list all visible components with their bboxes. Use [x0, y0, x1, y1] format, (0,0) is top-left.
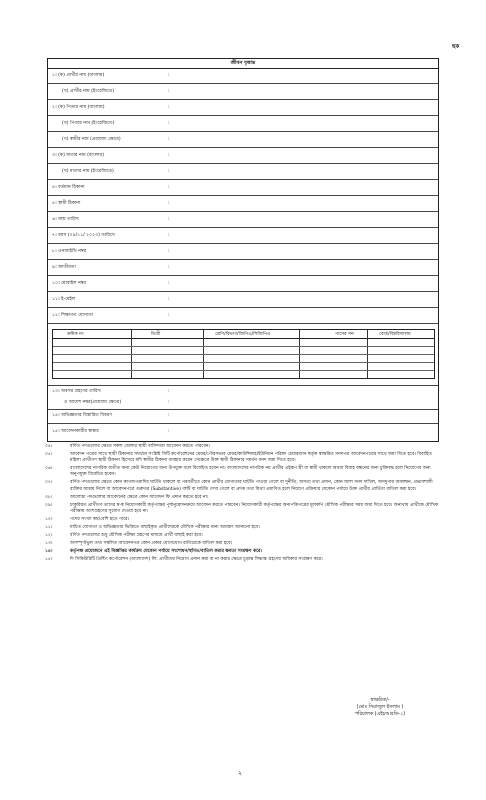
row-divider — [48, 259, 438, 260]
list-item: ১০। পদের সংখ্যা কম/বেশি হতে পারে। — [45, 516, 130, 522]
row-divider — [48, 179, 438, 180]
row-divider — [48, 227, 438, 228]
form-code-label: ছক — [452, 44, 460, 50]
form-title: জীবন বৃত্তান্ত — [48, 59, 438, 69]
row-divider — [48, 147, 438, 148]
list-item: ০৭। বর্ণিত পদগুলোর ক্ষেত্রে কোন কাগজপত্রাদির ঘাটতি থাকলে বা পরবর্তীতে কোন প্রার্থীর যোগ্যতার ঘাটতি পাওয়া গেলে বা দুর্নীতি, অসত্য তথ্য প্রদান, কোন জাল সনদ দাখিল, অসদুপায় অবলম্বন, প্রভাবশালী ব্যক্তির আশ্রয় নিলে বা আবেদনপত্রে গুরুতর (Substantive) ত্রুটি বা ঘাটতি দেখা গেলে বা প্রদত্ত তথ্য মিথ্যা প্রমাণিত হলে নিয়োগ প্রক্রিয়ার যেকোন পর্যায়ে উক্ত প্রার্থীর প্রার্থিতা বাতিল করা হবে। — [45, 480, 433, 492]
row-divider — [48, 243, 438, 244]
signatory-designation: পরিচালক (এইচআরডি-১) — [354, 712, 406, 717]
row-divider — [48, 307, 438, 308]
bio-data-form: জীবন বৃত্তান্ত ১। (ক) প্রার্থীর নাম (বাংলায়) : (খ) প্রার্থীর নাম (ইংরেজিতে) : ২। (ক) পিতার নাম (বাংলায়) : (খ) পিতার নাম (ইংরেজিতে) : (গ) স্বামীর নাম (প্রযোজ্য ক্ষেত্রে) : ৩। (ক) মাতার নাম (বাংলায়) : (খ) মাতার নাম (ইংরেজিতে) : ৪। বর্তমান ঠিকানা : ৫। স্থায়ী ঠিকানা : ৬। জন্ম তারিখ : ৭। বয়স (০৯/১১/ ২০২৩) তারিখে : ৮। এনআইডি নম্বর : ৯। জাতীয়তা : ১০। মোবাইল নম্বর : ১১। ই-মেইল : ১২। শিক্ষাগত যোগ্যতা : ক্রমিক নং ডিগ্রী শ্রেণি/বিভাগ/জিপিএ/সিজিপিএ পাসের সন বোর্ড/বিশ্ববিদ্যালয় ১৩। অবসর গ্রহণের তারিখ : ও আদেশ নম্বর(প্রযোজ্য ক্ষেত্রে) : ১৪। অভিজ্ঞতার বিস্তারিত বিবরণ : ১৫। আবেদনকারীর স্বাক্ষর : — [47, 58, 439, 442]
table-row — [53, 354, 434, 355]
row-divider — [48, 163, 438, 164]
table-row — [53, 370, 434, 371]
list-item: ১৪। কর্তৃপক্ষ প্রয়োজনে এই বিজ্ঞপ্তির কার্যক্রম যেকোন পর্যায়ে সংশোধন/স্থগিত/বাতিল করার ক্ষমতা সংরক্ষণ করে। — [45, 549, 263, 555]
row-divider — [48, 195, 438, 196]
row-divider — [48, 423, 438, 424]
col-board-university: বোর্ড/বিশ্ববিদ্যালয় — [379, 332, 411, 337]
row-divider — [48, 99, 438, 100]
row-divider — [48, 323, 438, 324]
row-divider — [48, 131, 438, 132]
list-item: ১৫। দি সিকিউরিটি প্রিন্টিং কর্পোরেশন (বাংলাদেশ) লি: প্রার্থীদের নিয়োগ প্রদান করা বা না করার ক্ষেত্রে চূড়ান্ত সিদ্ধান্ত গ্রহণের অধিকার সংরক্ষণ করে। — [45, 557, 323, 563]
education-table — [52, 329, 435, 379]
col-serial: ক্রমিক নং — [67, 332, 84, 337]
row-divider — [48, 275, 438, 276]
list-item: ০৫। আবেদন পত্রের সাথে স্থায়ী ঠিকানার সমর্থনে সংশ্লিষ্ট সিটি কর্পোরেশনের মেয়র/পৌরসভার মেয়র/কাউন্সিলর/ইউনিয়ন পরিষদ চেয়ারম্যান কর্তৃক স্বাক্ষরিত সনদপত্র আবেদনপত্রের সাথে জমা দিতে হবে। বিবাহিত মহিলা প্রার্থীগণ স্থায়ী ঠিকানা হিসেবে যদি স্বামীর ঠিকানা ব্যবহার করেন সেক্ষেত্রে উক্ত স্থায়ী ঠিকানার সমর্থন সনদ জমা দিতে হবে। — [45, 452, 432, 464]
list-item: ০৬। বাংলাদেশের নাগরিক ব্যতীত অন্য কেউ নিয়োগের জন্য উপযুক্ত বলে বিবেচিত হবেন না। বাংলাদেশের নাগরিক নয় প্রার্থীর এইরূপ স্ত্রী বা স্বামী থাকলে অথবা বিবাহ বন্ধনের জন্য চুক্তিবদ্ধ হলে নিয়োগের জন্য অনুপযুক্ত বিবেচিত হবেন। — [45, 466, 431, 478]
list-item: ১২। বর্ণিত পদগুলোর শুধু মৌখিক পরীক্ষা গ্রহণের মাধ্যমে প্রার্থী বাছাই করা হবে। — [45, 533, 203, 539]
signature-block — [340, 697, 420, 718]
signed-label: স্বাক্ষরিত/- — [370, 698, 390, 703]
page-number: ২ — [238, 770, 242, 777]
row-divider — [48, 385, 438, 386]
signatory-name: (মোঃ সিরাজুল ইসলাম ) — [356, 705, 404, 710]
col-division-gpa: শ্রেণি/বিভাগ/জিপিএ/সিজিপিএ — [215, 332, 271, 337]
list-item: ০৪। বর্ণিত পদগুলোর ক্ষেত্রে সকল জেলার স্থায়ী বাসিন্দারা আবেদন করতে পারবেন। — [45, 444, 211, 449]
row-divider — [48, 83, 438, 84]
education-table-header — [53, 330, 434, 339]
instructions-list — [45, 444, 443, 566]
list-item: ০৯। চাকুরিরত প্রার্থীগণ তাদের স্ব-স্ব নিয়োগকারী কর্তৃপক্ষের পূর্বানুমোদনক্রমে আবেদন করতে পারবেন। নিয়োগকারী কর্তৃপক্ষের অনাপত্তিপত্রের মূলকপি মৌখিক পরীক্ষার সময় জমা দিতে হবে। অন্যথায় প্রার্থীকে মৌখিক পরীক্ষায় অংশগ্রহণের সুযোগ দেওয়া হবে না। — [45, 502, 439, 514]
col-passing-year: পাসের সন — [335, 332, 354, 337]
list-item: ১১। যাচিত যোগ্যতা ও অভিজ্ঞতার ভিত্তিতে বাছাইকৃত প্রার্থীদেরকে মৌখিক পরীক্ষার জন্য আমন্ত্রণ জানানো হবে। — [45, 525, 260, 531]
row-divider — [48, 409, 438, 410]
list-item: ০৮। আলোচ্য পদগুলোর আবেদনের ক্ষেত্রে কোন আবেদন ফি প্রদান করতে হবে না। — [45, 494, 209, 500]
row-divider — [48, 211, 438, 212]
col-degree: ডিগ্রী — [151, 332, 161, 337]
table-row — [53, 346, 434, 347]
row-divider — [48, 291, 438, 292]
list-item: ১৩। অসম্পূর্ণ/ভুল তথ্য সম্বলিত আবেদনপত্র কোন প্রকার যোগাযোগ ব্যতিরেকে বাতিল করা হবে। — [45, 541, 233, 547]
row-divider — [48, 115, 438, 116]
table-row — [53, 362, 434, 363]
